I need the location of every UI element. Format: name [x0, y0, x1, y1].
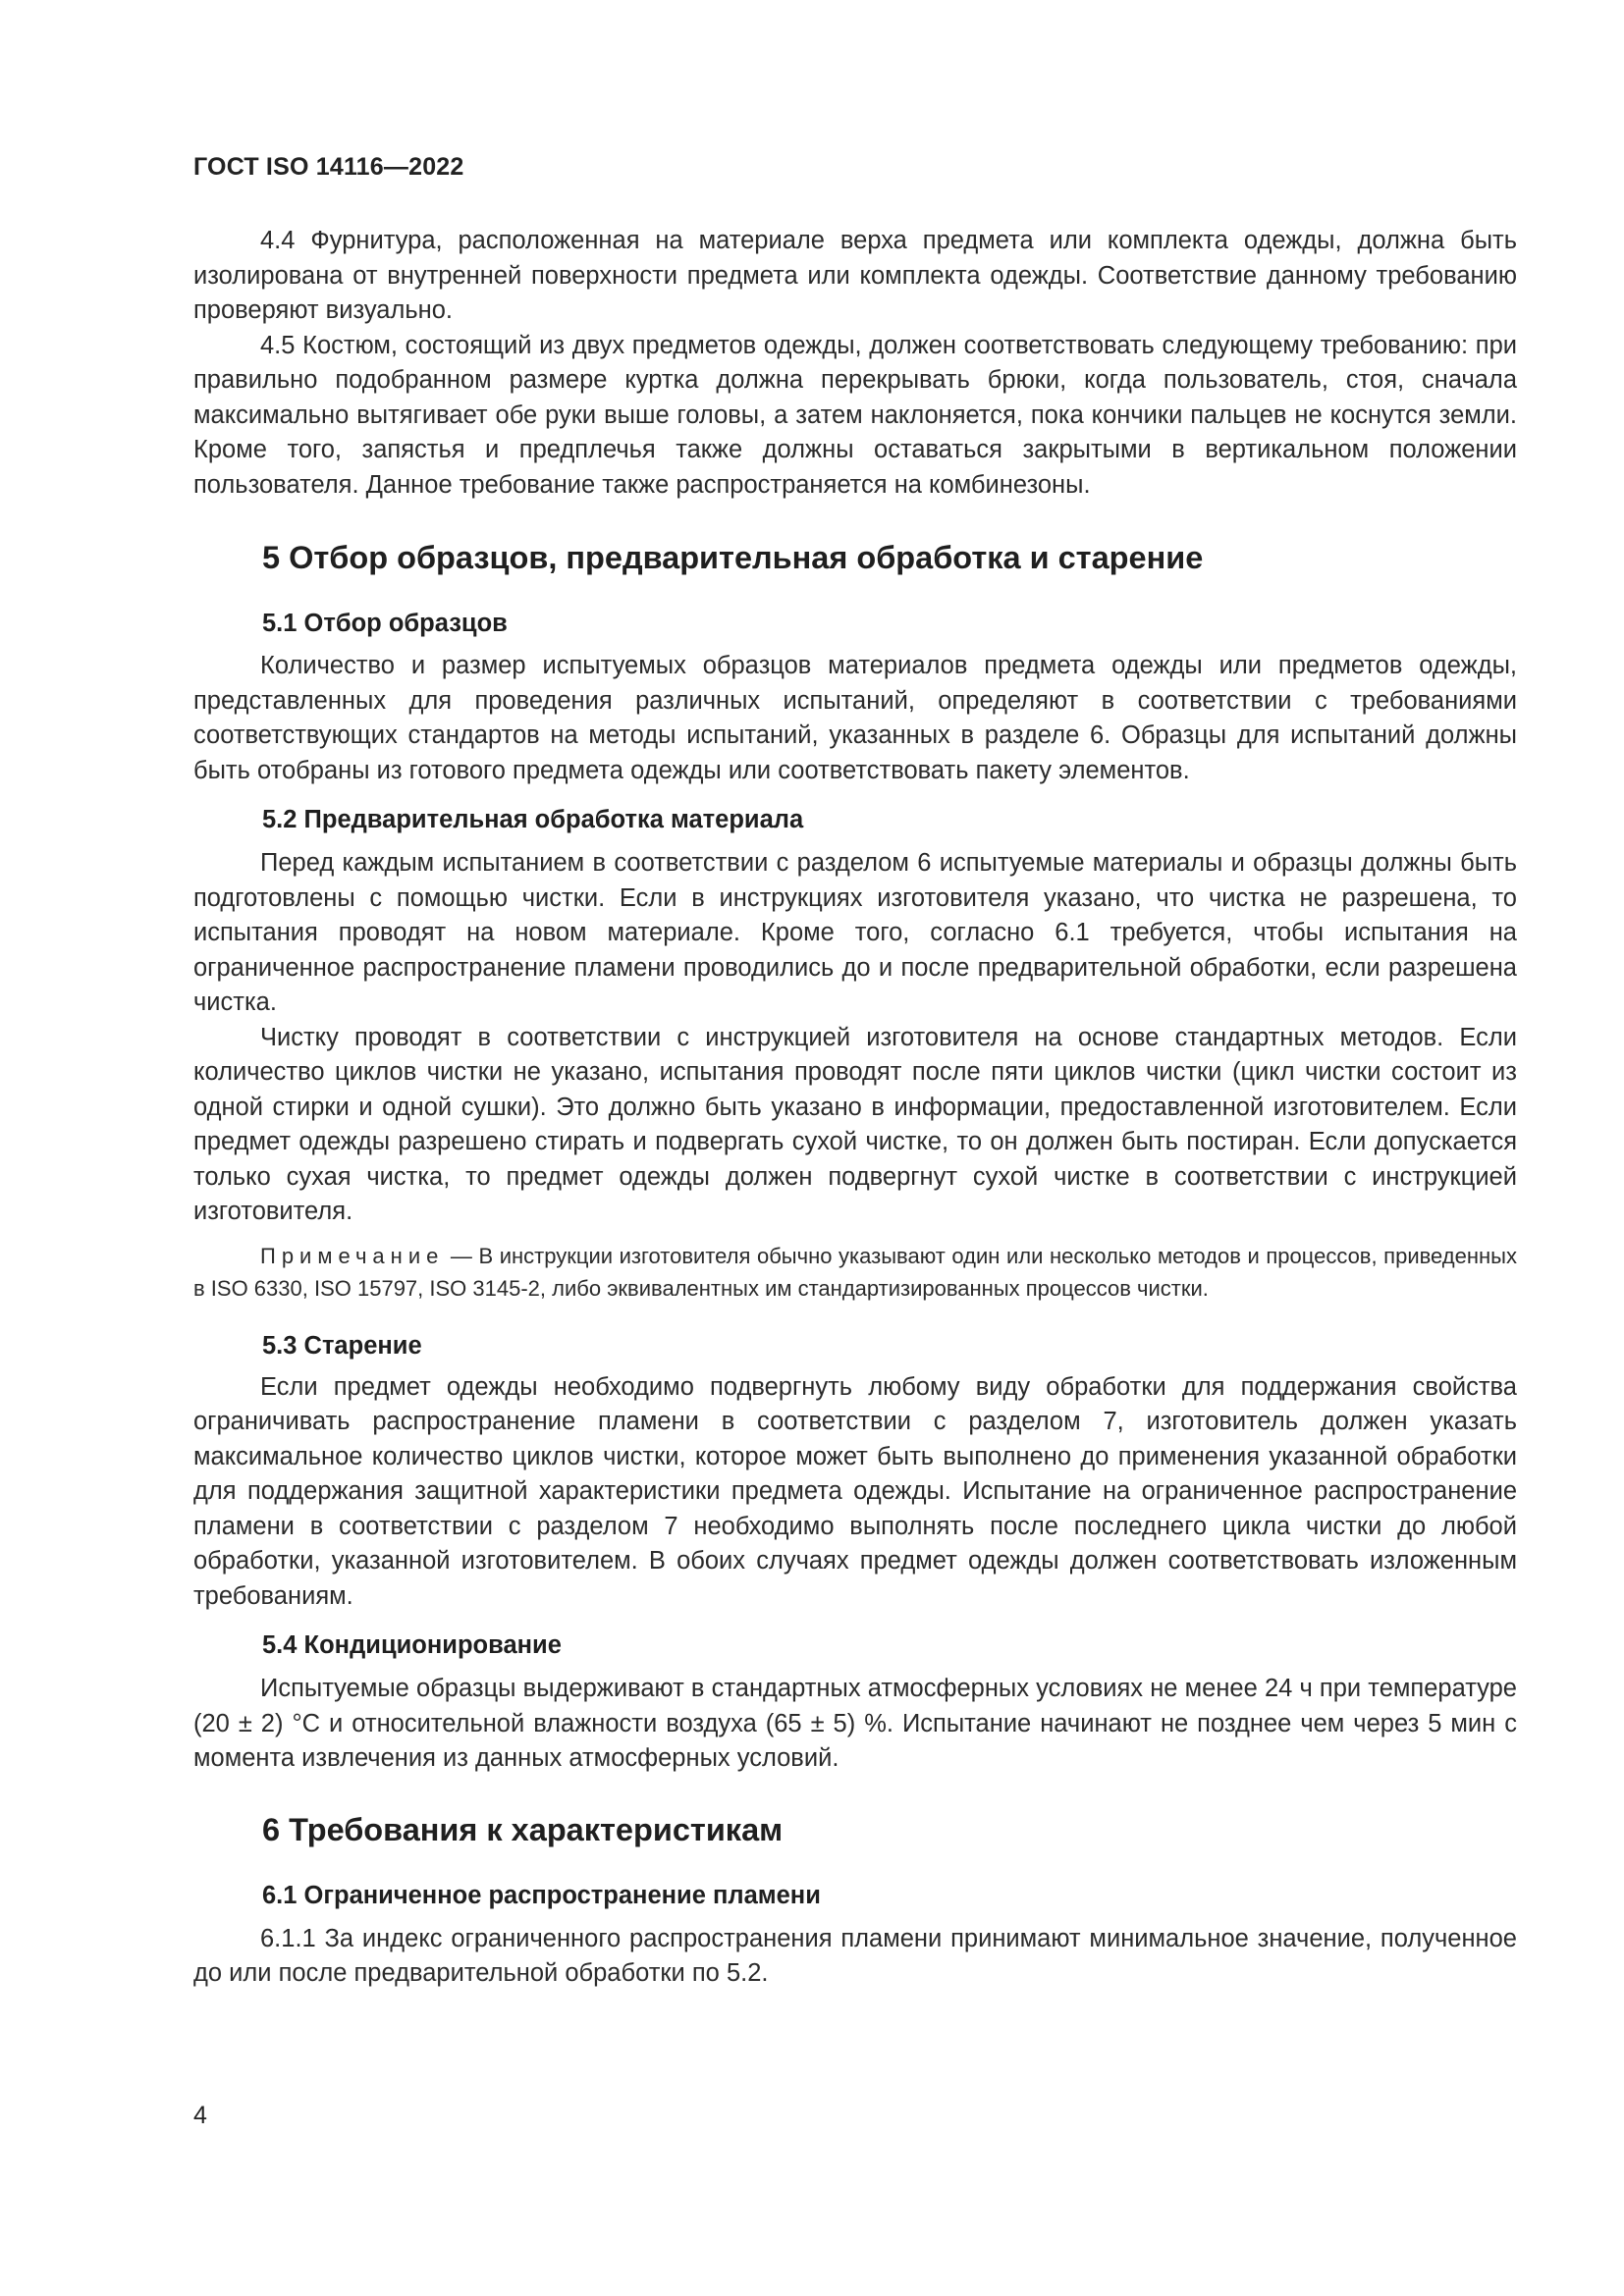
subsection-5-1-title: 5.1 Отбор образцов	[262, 610, 508, 637]
subsection-5-2-para-2: Чистку проводят в соответствии с инструкцией изготовителя на основе стандартных методов. Если количество циклов чистки не указано, испытания проводят после пяти циклов чистки (цикл чистки состоит из одной стирки и одной сушки). Это должно быть указано в информации, предоставленной изготовителем. Если предмет одежды разрешено стирать и подвергать сухой чистке, то он должен быть постиран. Если допускается только сухая чистка, то предмет одежды должен подвергнут сухой чистке в соответствии с инструкцией изготовителя.	[193, 1023, 1517, 1225]
subsection-5-4-text: Испытуемые образцы выдерживают в стандартных атмосферных условиях не менее 24 ч при температуре (20 ± 2) °С и относительной влажности воздуха (65 ± 5) %. Испытание начинают не позднее чем через 5 мин с момента извлечения из данных атмосферных условий.	[193, 1675, 1517, 1772]
document-header: ГОСТ ISO 14116—2022	[193, 153, 464, 181]
page-number: 4	[193, 2102, 207, 2129]
note	[193, 1240, 1517, 1305]
subsection-6-1-title: 6.1 Ограниченное распространение пламени	[262, 1881, 821, 1909]
subsection-5-3-title: 5.3 Старение	[262, 1331, 422, 1360]
document-body	[193, 224, 1517, 1992]
section-6-title: 6 Требования к характеристикам	[262, 1811, 784, 1847]
clause-4-4: 4.4 Фурнитура, расположенная на материале верха предмета или комплекта одежды, должна быть изолирована от внутренней поверхности предмета или комплекта одежды. Соответствие данному требованию проверяют визуально.	[193, 227, 1517, 324]
subsection-5-1-text: Количество и размер испытуемых образцов материалов предмета одежды или предметов одежды, представленных для проведения различных испытаний, определяют в соответствии с требованиями соответствующих стандартов на методы испытаний, указанных в разделе 6. Образцы для испытаний должны быть отобраны из готового предмета одежды или соответствовать пакету элементов.	[193, 652, 1517, 784]
subsection-5-2-title: 5.2 Предварительная обработка материала	[262, 806, 804, 833]
subsection-5-3-text: Если предмет одежды необходимо подвергнуть любому виду обработки для поддержания свойства ограничивать распространение пламени в соответствии с разделом 7, изготовитель должен указать максимальное количество циклов чистки, которое может быть выполнено до применения указанной обработки для поддержания защитной характеристики предмета одежды. Испытание на ограниченное распространение пламени в соответствии с разделом 7 необходимо выполнять после последнего цикла чистки до любой обработки, указанной изготовителем. В обоих случаях предмет одежды должен соответствовать изложенным требованиям.	[193, 1372, 1517, 1610]
note-label: Примечание	[260, 1243, 445, 1268]
subsection-5-2-para-1: Перед каждым испытанием в соответствии с разделом 6 испытуемые материалы и образцы должны быть подготовлены с помощью чистки. Если в инструкциях изготовителя указано, что чистка не разрешена, то испытания проводят на новом материале. Кроме того, согласно 6.1 требуется, чтобы испытания на ограниченное распространение пламени проводились до и после предварительной обработки, если разрешена чистка.	[193, 849, 1517, 1016]
note-text: — В инструкции изготовителя обычно указывают один или несколько методов и процессов, приведенных в ISO 6330, ISO 15797, ISO 3145-2, либо эквивалентных им стандартизированных процессов чистки.	[193, 1243, 1517, 1301]
clause-4-5: 4.5 Костюм, состоящий из двух предметов одежды, должен соответствовать следующему требованию: при правильно подобранном размере куртка должна перекрывать брюки, когда пользователь, стоя, сначала максимально вытягивает обе руки выше головы, а затем наклоняется, пока кончики пальцев не коснутся земли. Кроме того, запястья и предплечья также должны оставаться закрытыми в вертикальном положении пользователя. Данное требование также распространяется на комбинезоны.	[193, 331, 1517, 499]
subsection-5-4-title: 5.4 Кондиционирование	[262, 1631, 562, 1659]
section-5-title: 5 Отбор образцов, предварительная обработка и старение	[262, 540, 1204, 575]
clause-6-1-1: 6.1.1 За индекс ограниченного распространения пламени принимают минимальное значение, полученное до или после предварительной обработки по 5.2.	[193, 1924, 1517, 1987]
